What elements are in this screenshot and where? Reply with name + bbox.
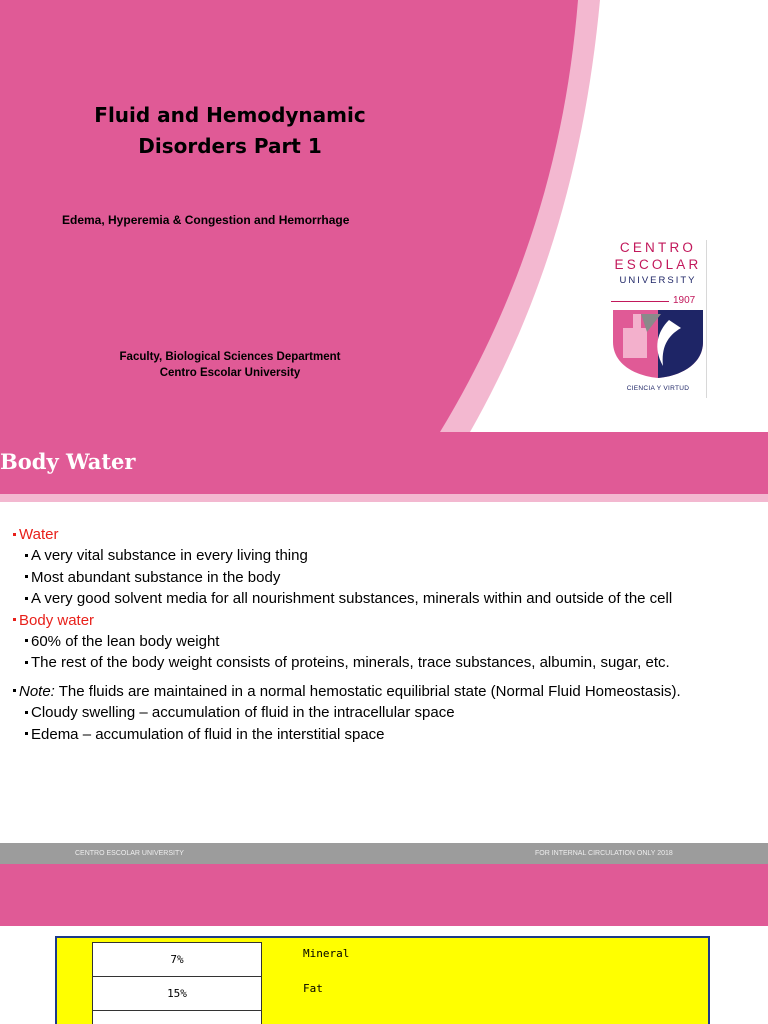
logo-word-escolar: ESCOLAR [614, 257, 702, 272]
bullet-note-sub-1: Cloudy swelling – accumulation of fluid in the intracellular space [8, 702, 763, 723]
bullet-icon [25, 732, 28, 735]
faculty-credit [90, 349, 370, 381]
slide-footer [0, 843, 768, 864]
bullet-note-sub-2: Edema – accumulation of fluid in the interstitial space [8, 724, 763, 745]
percent-cell [93, 1011, 262, 1024]
percent-cell: 7% [93, 943, 262, 977]
slide-header-bar [0, 432, 768, 494]
bullet-icon [13, 618, 16, 621]
title-line-2: Disorders Part 1 [138, 134, 322, 158]
university-logo [603, 238, 709, 400]
bullet-icon [13, 689, 16, 692]
title-slide [0, 0, 768, 432]
faculty-line-2: Centro Escolar University [159, 367, 301, 379]
header-accent-line [0, 494, 768, 502]
bullet-body-water-sub-1: 60% of the lean body weight [8, 631, 763, 652]
table-row [93, 977, 262, 1011]
table-row [93, 943, 262, 977]
subtitle: Edema, Hyperemia & Congestion and Hemorrhage [62, 213, 350, 227]
footer-right-text: FOR INTERNAL CIRCULATION ONLY 2018 [535, 850, 673, 857]
slide-header-bar [0, 864, 768, 926]
faculty-line-1: Faculty, Biological Sciences Department [119, 351, 341, 363]
composition-label-mineral: Mineral [303, 947, 350, 960]
bullet-icon [25, 597, 28, 600]
bullet-water-sub-2: Most abundant substance in the body [8, 567, 763, 588]
bullet-body-water-sub-2: The rest of the body weight consists of proteins, minerals, trace substances, albumin, sugar, etc. [8, 652, 763, 673]
bullet-icon [25, 711, 28, 714]
bullet-icon [13, 533, 16, 536]
bullet-note: Note: The fluids are maintained in a normal hemostatic equilibrial state (Normal Fluid Homeostasis). [8, 681, 763, 702]
logo-divider [706, 240, 707, 398]
bullet-icon [25, 639, 28, 642]
bullet-icon [25, 554, 28, 557]
logo-word-university: UNIVERSITY [619, 275, 697, 286]
title-line-1: Fluid and Hemodynamic [94, 103, 366, 127]
table-row [93, 1011, 262, 1024]
composition-table [92, 942, 262, 1024]
slide-title: Body Water [0, 449, 136, 474]
bullet-water: Water [8, 524, 763, 545]
bullet-icon [25, 575, 28, 578]
logo-motto: CIENCIA Y VIRTUD [626, 385, 690, 392]
composition-label-fat: Fat [303, 982, 323, 995]
logo-year: 1907 [673, 295, 696, 306]
bullet-body-water: Body water [8, 610, 763, 631]
logo-word-centro: CENTRO [619, 240, 697, 255]
percent-cell: 15% [93, 977, 262, 1011]
note-label: Note: [19, 682, 55, 700]
body-water-slide [0, 432, 768, 864]
bullet-water-sub-3: A very good solvent media for all nourishment substances, minerals within and outside of the cell [8, 588, 763, 609]
shield-icon [611, 308, 705, 380]
body-composition-slide [0, 864, 768, 1024]
bullet-icon [25, 661, 28, 664]
slide-content [8, 524, 763, 745]
presentation-title [80, 100, 380, 162]
logo-rule [611, 301, 669, 302]
bullet-water-sub-1: A very vital substance in every living thing [8, 545, 763, 566]
footer-left-text: CENTRO ESCOLAR UNIVERSITY [75, 850, 184, 857]
